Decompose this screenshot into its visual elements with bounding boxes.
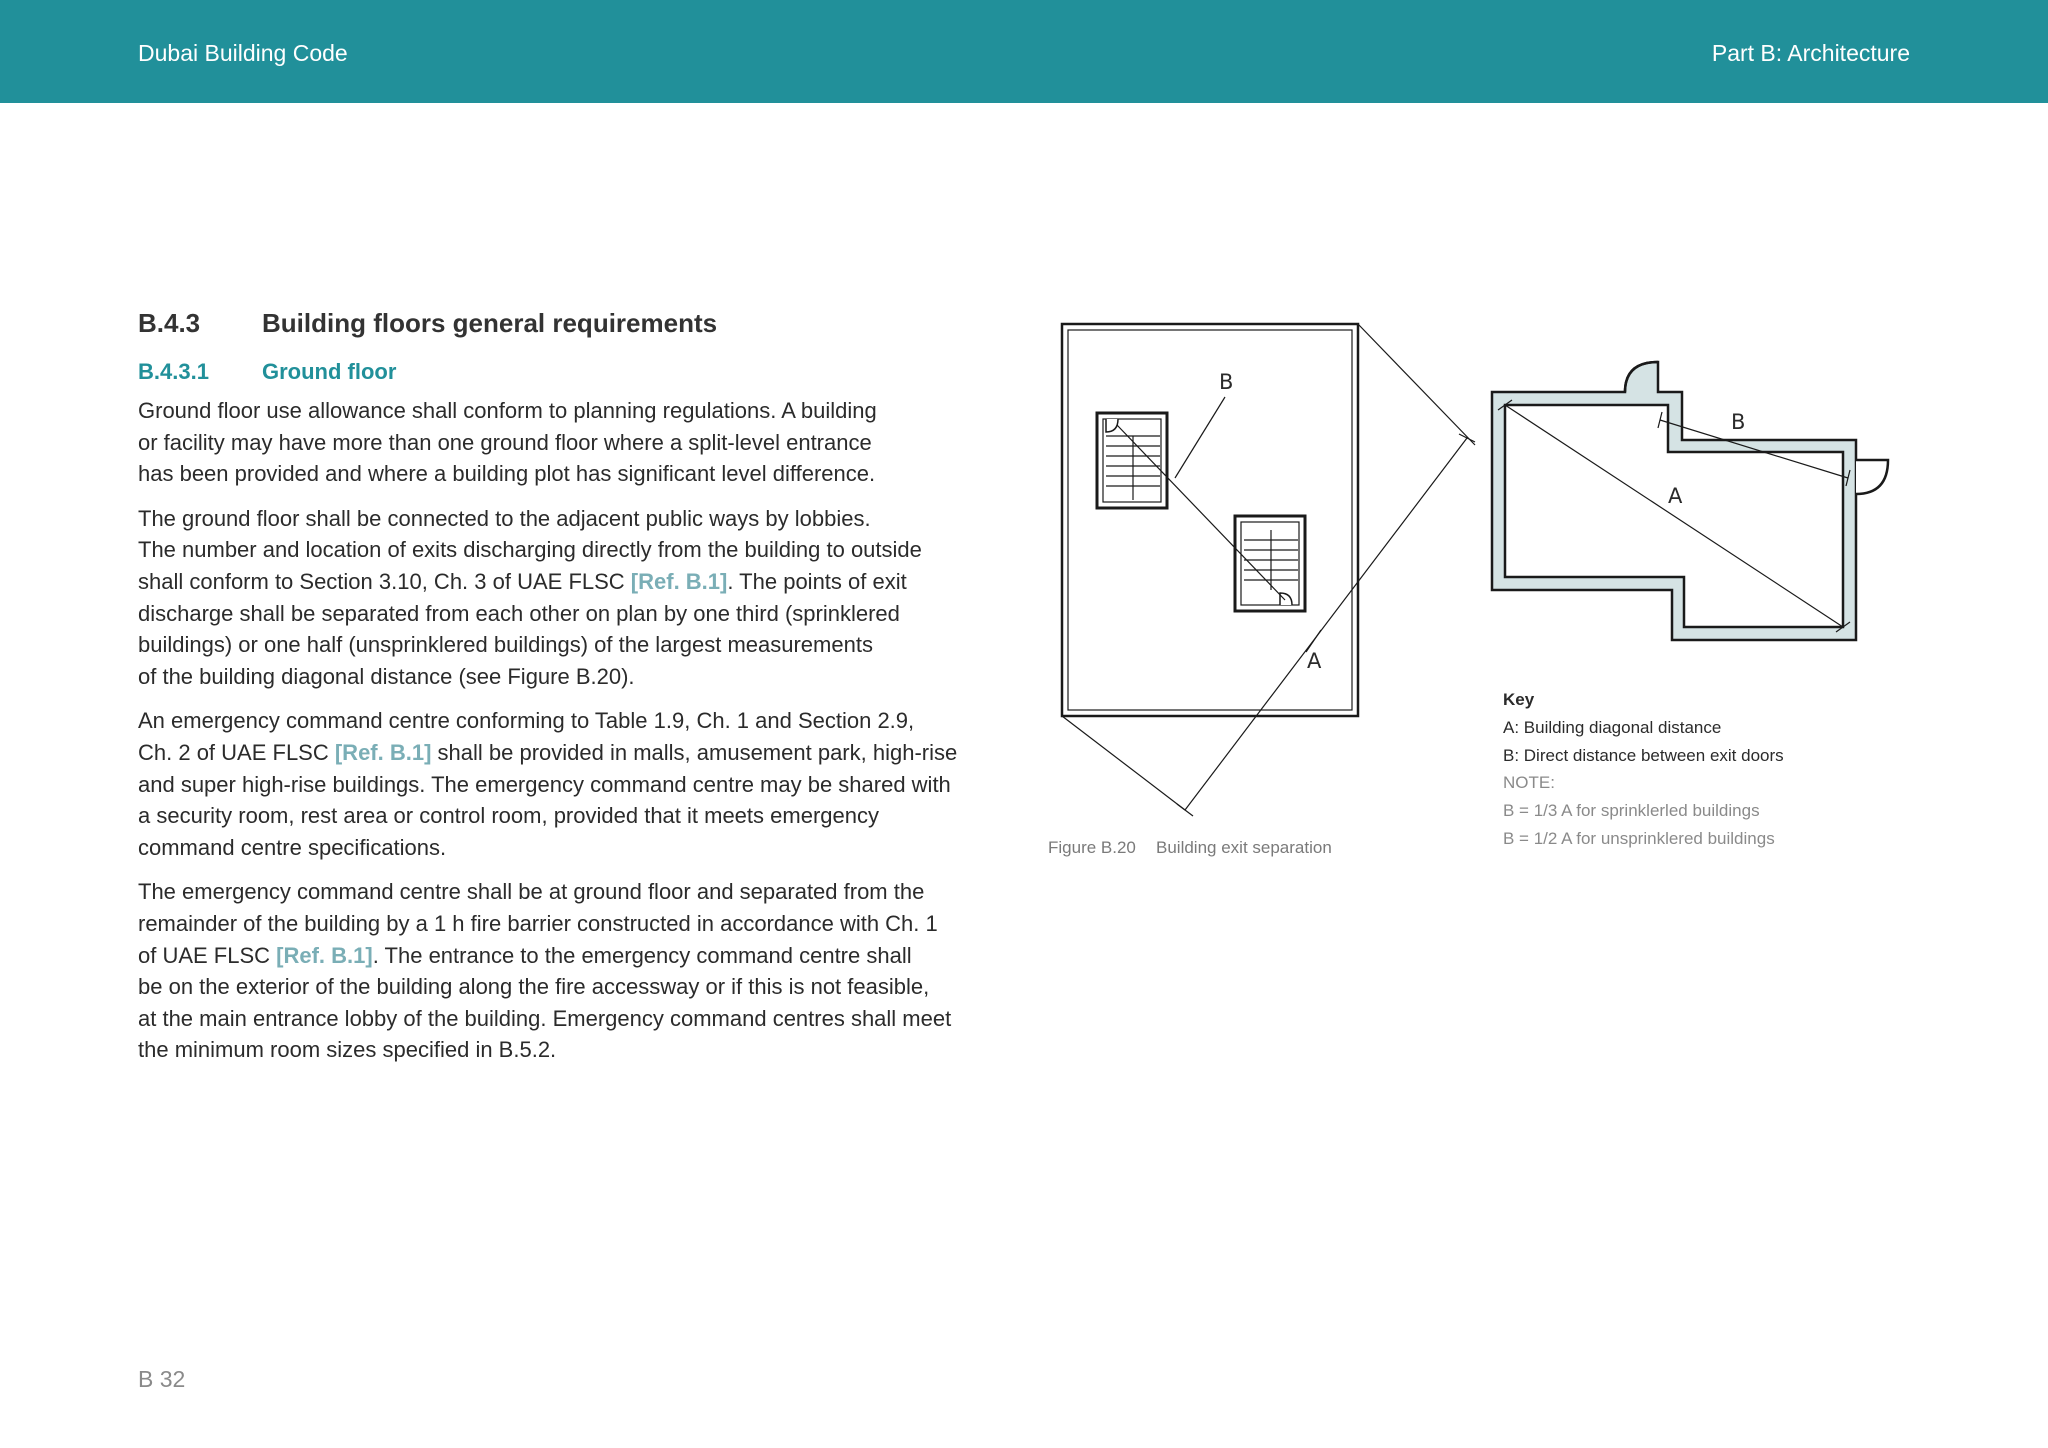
label-b-right: B (1731, 410, 1746, 434)
text-line: a security room, rest area or control room, provided that it meets emergency (138, 803, 879, 829)
note-item: B = 1/2 A for unsprinklered buildings (1503, 828, 1775, 848)
text-line: command centre specifications. (138, 834, 447, 860)
paragraph-3 (138, 705, 988, 863)
document-title: Dubai Building Code (138, 40, 348, 66)
text-line: at the main entrance lobby of the building. Emergency command centres shall meet (138, 1005, 952, 1031)
text-line: or facility may have more than one ground floor where a split-level entrance (138, 429, 872, 455)
text-line: Ground floor use allowance shall conform to planning regulations. A building (138, 398, 877, 423)
paragraph-4 (138, 876, 988, 1066)
reference-link[interactable]: [Ref. B.1] (630, 568, 728, 594)
page-header (0, 0, 2048, 103)
exit-separation-diagram (1040, 300, 1920, 820)
text-line (138, 737, 988, 769)
text-segment: . The points of exit (727, 568, 907, 594)
subsection-title: Ground floor (262, 359, 397, 384)
main-content (138, 305, 988, 1079)
paragraph-1 (138, 395, 988, 490)
reference-link[interactable]: [Ref. B.1] (276, 942, 373, 968)
figure-title: Building exit separation (1156, 838, 1332, 857)
figure-key (1503, 686, 1784, 853)
figure-number: Figure B.20 (1048, 838, 1136, 857)
figure-b20 (1040, 300, 1920, 820)
text-line: and super high-rise buildings. The emergency command centre may be shared with (138, 771, 951, 797)
text-line: An emergency command centre conforming to Table 1.9, Ch. 1 and Section 2.9, (138, 708, 915, 734)
stair-2 (1235, 516, 1305, 611)
text-line (138, 940, 988, 972)
text-line: The number and location of exits discharging directly from the building to outside (138, 537, 922, 563)
subsection-heading (138, 357, 988, 387)
key-item: B: Direct distance between exit doors (1503, 745, 1784, 765)
text-segment: shall conform to Section 3.10, Ch. 3 of UAE FLSC (138, 568, 631, 594)
text-segment: Ch. 2 of UAE FLSC (138, 739, 335, 765)
note-title: NOTE: (1503, 773, 1555, 793)
text-line: discharge shall be separated from each other on plan by one third (sprinklered (138, 600, 900, 626)
text-line: The emergency command centre shall be at ground floor and separated from the (138, 879, 925, 905)
building-plan-left (1062, 324, 1475, 816)
label-a-right: A (1668, 484, 1683, 508)
text-line (138, 566, 988, 598)
text-line: of the building diagonal distance (see Figure B.20). (138, 663, 635, 689)
section-title: Building floors general requirements (262, 308, 718, 338)
section-number: B.4.3 (138, 308, 201, 338)
paragraph-2 (138, 503, 988, 693)
text-line: buildings) or one half (unsprinklered buildings) of the largest measurements (138, 632, 873, 658)
text-line: The ground floor shall be connected to the adjacent public ways by lobbies. (138, 505, 871, 531)
key-item: A: Building diagonal distance (1503, 717, 1722, 737)
text-line: the minimum room sizes specified in B.5.2. (138, 1037, 557, 1063)
text-segment: shall be provided in malls, amusement park, high-rise (431, 739, 958, 765)
note-item: B = 1/3 A for sprinklerled buildings (1503, 801, 1760, 821)
reference-link[interactable]: [Ref. B.1] (334, 739, 432, 765)
section-heading (138, 305, 988, 341)
text-segment: . The entrance to the emergency command centre shall (372, 942, 912, 968)
building-outline-right (1492, 362, 1888, 640)
text-segment: of UAE FLSC (138, 942, 277, 968)
key-title: Key (1503, 690, 1535, 709)
label-a-left: A (1307, 649, 1322, 673)
subsection-number: B.4.3.1 (138, 359, 209, 384)
text-line: remainder of the building by a 1 h fire barrier constructed in accordance with Ch. 1 (138, 910, 938, 936)
text-line: be on the exterior of the building along the fire accessway or if this is not feasible, (138, 974, 930, 1000)
figure-caption (1048, 838, 1332, 858)
text-line: has been provided and where a building plot has significant level difference. (138, 461, 876, 487)
label-b-left: B (1219, 370, 1234, 394)
part-title: Part B: Architecture (1711, 40, 1910, 66)
page-number: B 32 (138, 1366, 186, 1392)
stair-1 (1097, 413, 1167, 508)
